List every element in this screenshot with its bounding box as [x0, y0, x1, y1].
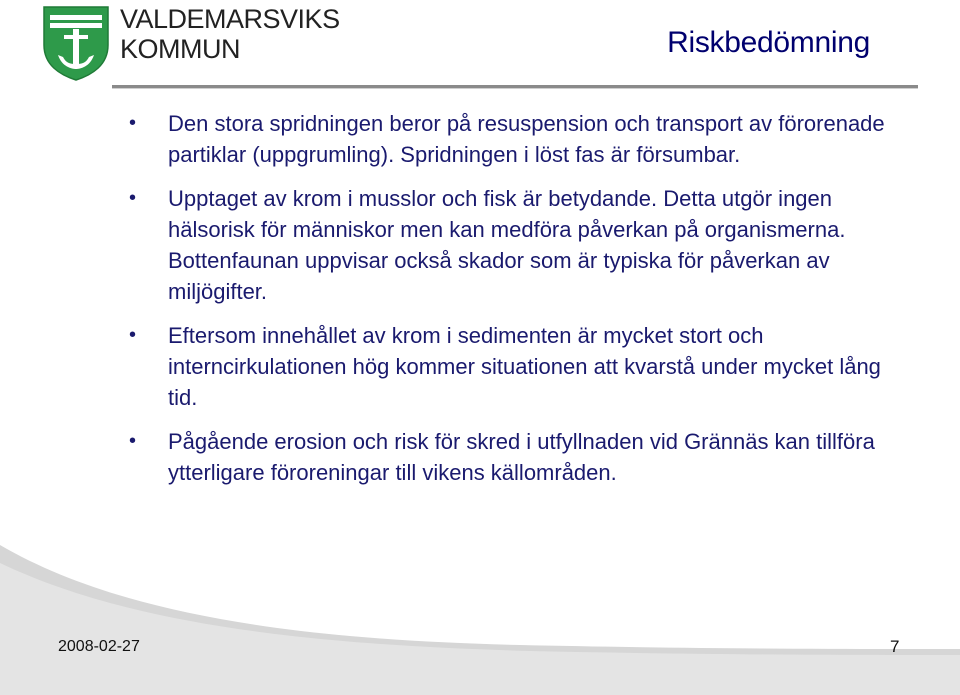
footer-wave-decoration — [0, 545, 960, 695]
bullet-text: Upptaget av krom i musslor och fisk är betydande. Detta utgör ingen hälsorisk för människor men kan medföra påverkan på organismerna. Bottenfaunan uppvisar också skador som är typiska för påverkan av miljögifter. — [168, 186, 846, 304]
title-divider — [112, 85, 918, 88]
municipality-name-line1: VALDEMARSVIKS — [120, 4, 340, 34]
bullet-text: Pågående erosion och risk för skred i utfyllnaden vid Grännäs kan tillföra ytterligare föroreningar till vikens källområden. — [168, 429, 875, 485]
bullet-icon: • — [129, 187, 137, 209]
bullet-item — [126, 108, 886, 170]
bullet-icon: • — [129, 430, 137, 452]
slide-title: Riskbedömning — [667, 26, 870, 59]
bullet-item — [126, 426, 886, 488]
bullet-text: Den stora spridningen beror på resuspension och transport av förorenade partiklar (uppgrumling). Spridningen i löst fas är försumbar. — [168, 111, 885, 167]
bullet-item — [126, 183, 886, 307]
bullet-list — [126, 108, 886, 501]
municipality-name-line2: KOMMUN — [120, 34, 240, 64]
bullet-item — [126, 320, 886, 413]
bullet-icon: • — [129, 324, 137, 346]
footer-date: 2008-02-27 — [58, 638, 140, 655]
bullet-text: Eftersom innehållet av krom i sedimenten är mycket stort och interncirkulationen hög kommer situationen att kvarstå under mycket lång tid. — [168, 323, 881, 410]
municipality-coat-of-arms-icon — [42, 5, 110, 81]
page-number: 7 — [890, 637, 900, 656]
bullet-icon: • — [129, 112, 137, 134]
municipality-name — [120, 4, 340, 64]
